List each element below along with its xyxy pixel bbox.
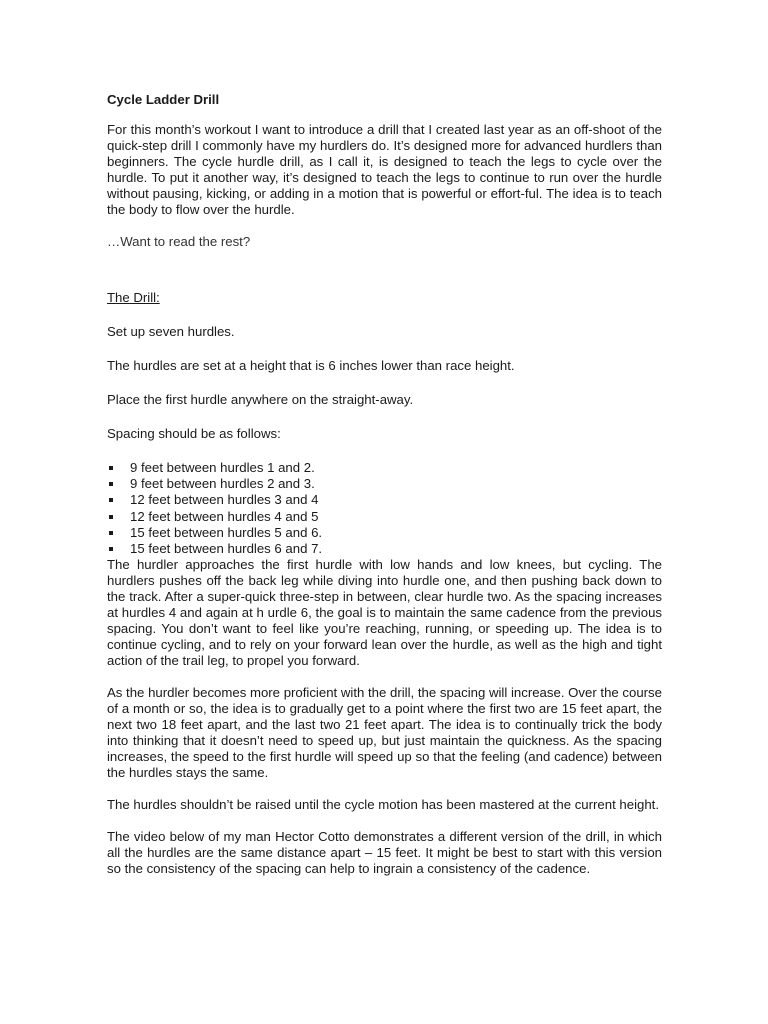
list-item-text: 15 feet between hurdles 5 and 6.	[130, 524, 323, 540]
list-item-text: 15 feet between hurdles 6 and 7.	[130, 541, 323, 557]
section-heading-drill: The Drill:	[107, 290, 160, 305]
approach-paragraph: The hurdler approaches the first hurdle with low hands and low knees, but cycling. The hurdlers pushes off the back leg while diving into hurdle one, and then pushing back down to the track. After a super-quick three-step in between, clear hurdle two. As the spacing increases at hurdles 4 and again at h urdle 6, the goal is to maintain the same cadence from the previous spacing. You don’t want to feel like you’re reaching, running, or speeding up. The idea is to continue cycling, and to rely on your forward lean over the hurdle, as well as the high and tight action of the trail leg, to propel you forward.	[107, 557, 662, 669]
list-item	[107, 492, 662, 508]
video-paragraph: The video below of my man Hector Cotto demonstrates a different version of the drill, in which all the hurdles are the same distance apart – 15 feet. It might be best to start with this version so the consistency of the spacing can help to ingrain a consistency of the cadence.	[107, 829, 662, 877]
intro-paragraph: For this month’s workout I want to introduce a drill that I created last year as an off-shoot of the quick-step drill I commonly have my hurdlers do. It’s designed more for advanced hurdlers than beginners. The cycle hurdle drill, as I call it, is designed to teach the legs to cycle over the hurdle. To put it another way, it’s designed to teach the legs to continue to run over the hurdle without pausing, kicking, or adding in a motion that is powerful or effort-ful. The idea is to teach the body to flow over the hurdle.	[107, 122, 662, 217]
square-bullet-icon	[109, 482, 113, 486]
list-item-text: 12 feet between hurdles 4 and 5	[130, 508, 319, 524]
list-item	[107, 541, 662, 557]
list-item-text: 9 feet between hurdles 2 and 3.	[130, 476, 315, 492]
list-item-text: 9 feet between hurdles 1 and 2.	[130, 460, 315, 475]
height-paragraph: The hurdles shouldn’t be raised until the cycle motion has been mastered at the current height.	[107, 797, 660, 813]
square-bullet-icon	[109, 466, 113, 470]
square-bullet-icon	[109, 531, 113, 535]
list-item-text: 12 feet between hurdles 3 and 4	[130, 492, 319, 508]
step-height: The hurdles are set at a height that is 6 inches lower than race height.	[107, 358, 515, 373]
spacing-intro: Spacing should be as follows:	[107, 426, 281, 441]
step-placement: Place the first hurdle anywhere on the straight-away.	[107, 392, 414, 407]
spacing-list	[107, 460, 662, 557]
square-bullet-icon	[109, 498, 113, 502]
document-title: Cycle Ladder Drill	[107, 92, 220, 107]
list-item	[107, 460, 662, 476]
list-item	[107, 509, 662, 525]
square-bullet-icon	[109, 547, 113, 551]
read-more-link[interactable]: …Want to read the rest?	[107, 234, 251, 249]
list-item	[107, 476, 662, 492]
square-bullet-icon	[109, 515, 113, 519]
progression-paragraph: As the hurdler becomes more proficient with the drill, the spacing will increase. Over the course of a month or so, the idea is to gradually get to a point where the first two are 15 feet apart, the next two 18 feet apart, and the last two 21 feet apart. The idea is to continually trick the body into thinking that it doesn’t need to speed up, but just maintain the quickness. As the spacing increases, the speed to the first hurdle will speed up so that the feeling (and cadence) between the hurdles stays the same.	[107, 685, 662, 781]
list-item	[107, 525, 662, 541]
document-page	[107, 92, 662, 893]
step-setup: Set up seven hurdles.	[107, 324, 235, 339]
